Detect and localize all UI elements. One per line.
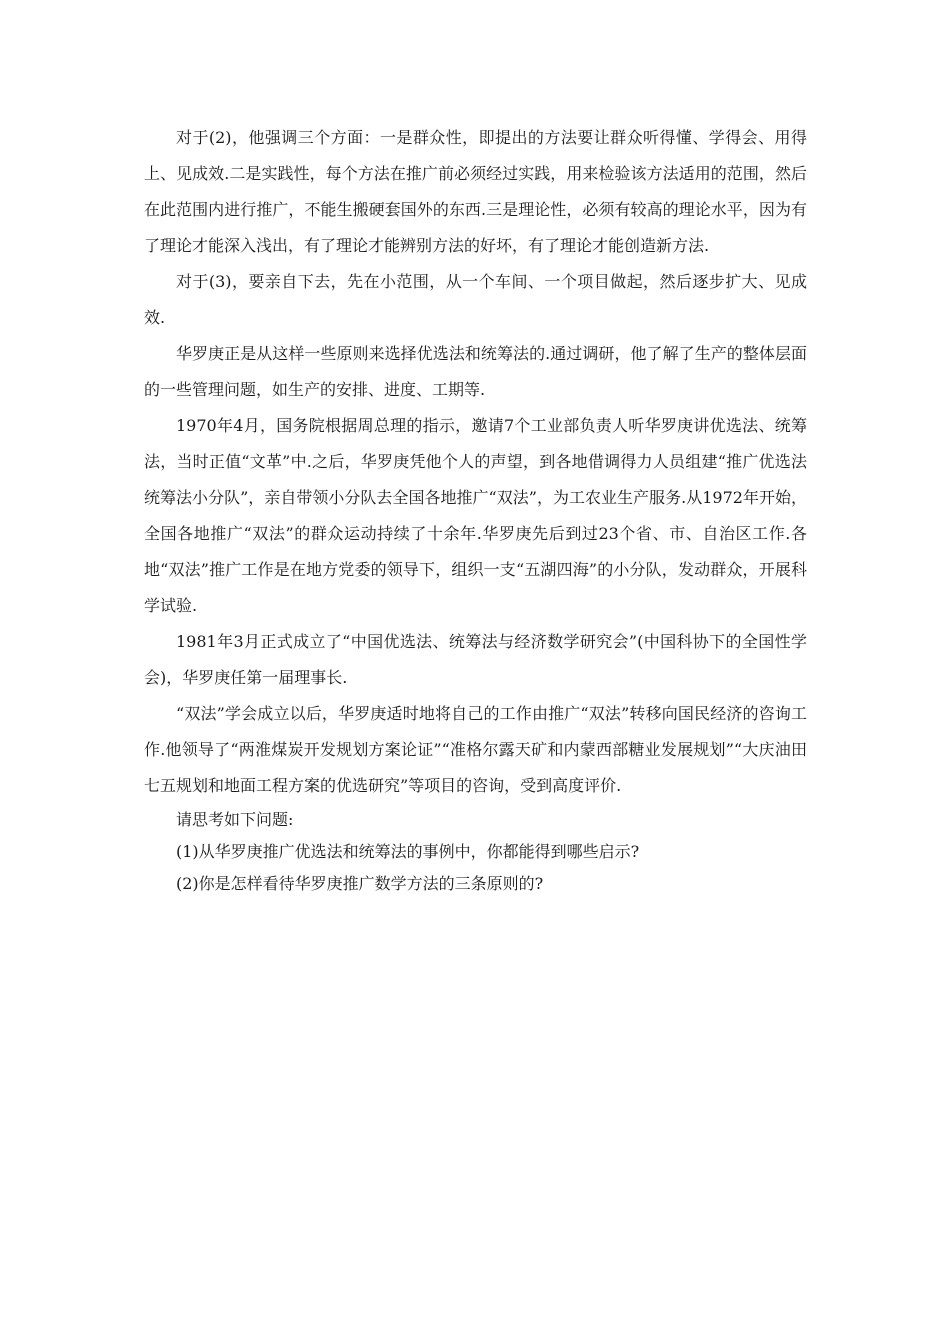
question-2: (2)你是怎样看待华罗庚推广数学方法的三条原则的? bbox=[176, 874, 544, 893]
questions-intro: 请思考如下问题: bbox=[176, 810, 294, 829]
paragraph-principle-2: 对于(2)，他强调三个方面：一是群众性，即提出的方法要让群众听得懂、学得会、用得上、见成效.二是实践性，每个方法在推广前必须经过实践，用来检验该方法适用的范围，然后在此范围内进行推广，不能生搬硬套国外的东西.三是理论性，必须有较高的理论水平，因为有了理论才能深入浅出，有了理论才能辨别方法的好坏，有了理论才能创造新方法. bbox=[144, 128, 807, 255]
paragraph-consulting: “双法”学会成立以后，华罗庚适时地将自己的工作由推广“双法”转移向国民经济的咨询工作.他领导了“两淮煤炭开发规划方案论证”“准格尔露天矿和内蒙西部糖业发展规划”“大庆油田七五规划和地面工程方案的优选研究”等项目的咨询，受到高度评价. bbox=[144, 704, 807, 795]
document-body bbox=[144, 120, 807, 900]
paragraph-1970: 1970年4月，国务院根据周总理的指示，邀请7个工业部负责人听华罗庚讲优选法、统筹法，当时正值“文革”中.之后，华罗庚凭他个人的声望，到各地借调得力人员组建“推广优选法统筹法小分队”，亲自带领小分队去全国各地推广“双法”，为工农业生产服务.从1972年开始，全国各地推广“双法”的群众运动持续了十余年.华罗庚先后到过23个省、市、自治区工作.各地“双法”推广工作是在地方党委的领导下，组织一支“五湖四海”的小分队，发动群众，开展科学试验. bbox=[144, 416, 807, 615]
paragraph-selection: 华罗庚正是从这样一些原则来选择优选法和统筹法的.通过调研，他了解了生产的整体层面的一些管理问题，如生产的安排、进度、工期等. bbox=[144, 344, 807, 399]
question-1: (1)从华罗庚推广优选法和统筹法的事例中，你都能得到哪些启示? bbox=[176, 842, 640, 861]
paragraph-principle-3: 对于(3)，要亲自下去，先在小范围，从一个车间、一个项目做起，然后逐步扩大、见成效. bbox=[144, 272, 807, 327]
paragraph-1981: 1981年3月正式成立了“中国优选法、统筹法与经济数学研究会”(中国科协下的全国性学会)，华罗庚任第一届理事长. bbox=[144, 632, 807, 687]
